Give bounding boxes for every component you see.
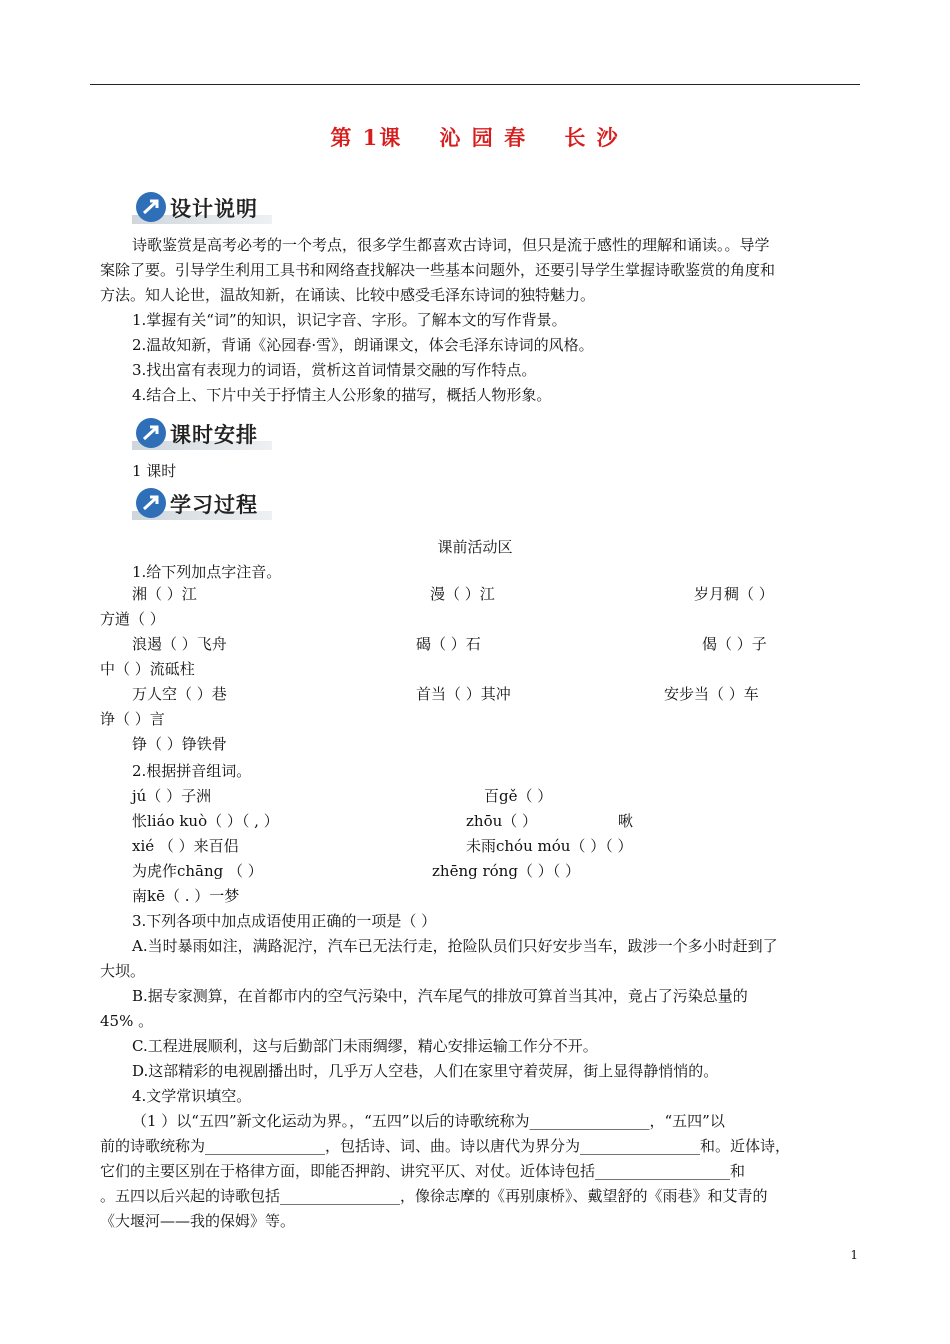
q2-item: zhēng róng（ ）（ ） (432, 862, 580, 880)
q3-prompt: 3.下列各项中加点成语使用正确的一项是（ ） (132, 912, 437, 930)
q1-item: 岁月稠（ ） (694, 585, 774, 603)
design-para-line: 案除了要。引导学生利用工具书和网络查找解决一些基本问题外，还要引导学生掌握诗歌鉴赏的角度和 (100, 261, 776, 279)
q3-option-b: B.据专家测算，在首都市内的空气污染中，汽车尾气的排放可算首当其冲，竟占了污染总量的 (132, 987, 748, 1005)
q3-option-d: D.这部精彩的电视剧播出时，几乎万人空巷，人们在家里守着荧屏，街上显得静悄悄的。 (132, 1062, 719, 1080)
q2-item: 怅liáo kuò（ ）（ , ） (132, 812, 279, 830)
q1-item: 浪遏（ ）飞舟 (132, 635, 227, 653)
design-para-line: 方法。知人论世，温故知新，在诵读、比较中感受毛泽东诗词的独特魅力。 (100, 286, 596, 304)
q2-item: 南kē（ . ）一梦 (132, 887, 240, 905)
q2-prompt: 2.根据拼音组词。 (132, 762, 252, 780)
q1-item: 碣（ ）石 (416, 635, 481, 653)
q1-item: 方遒（ ） (100, 610, 165, 628)
q1-item: 偈（ ）子 (702, 635, 767, 653)
q2-item: 啾 (618, 812, 634, 830)
q3-option-a: A.当时暴雨如注，满路泥泞，汽车已无法行走，抢险队员们只好安步当车，跋涉一个多小时赶到了 (132, 937, 778, 955)
arrow-icon (136, 192, 166, 222)
goal-item: 2.温故知新，背诵《沁园春·雪》，朗诵课文，体会毛泽东诗词的风格。 (132, 336, 594, 354)
q1-item: 安步当（ ）车 (664, 685, 759, 703)
q4-prompt: 4.文学常识填空。 (132, 1087, 252, 1105)
q3-option-c: C.工程进展顺利，这与后勤部门未雨绸缪，精心安排运输工作分不开。 (132, 1037, 598, 1055)
q2-item: xié （ ）来百侣 (132, 837, 239, 855)
section-process-header (132, 486, 272, 520)
section-schedule-header (132, 416, 272, 450)
q2-item: 未雨chóu móu（ ）（ ） (466, 837, 633, 855)
q1-item: 中（ ）流砥柱 (100, 660, 195, 678)
section-title: 课时安排 (170, 423, 258, 447)
q1-item: 万人空（ ）巷 (132, 685, 227, 703)
q1-item: 诤（ ）言 (100, 710, 165, 728)
q1-item: 漫（ ）江 (430, 585, 495, 603)
page-number: 1 (850, 1248, 858, 1262)
q4-line: 它们的主要区别在于格律方面，即能否押韵、讲究平仄、对仗。近体诗包括__________________和 (100, 1162, 746, 1180)
q3-option-a-cont: 大坝。 (100, 962, 146, 980)
q2-item: jú（ ）子洲 (132, 787, 212, 805)
q1-item: 首当（ ）其冲 (416, 685, 511, 703)
section-title: 设计说明 (170, 197, 258, 221)
q2-item: 为虎作chāng （ ） (132, 862, 263, 880)
q4-line: 前的诗歌统称为________________，包括诗、词、曲。诗以唐代为界分为________________和。近体诗， (100, 1137, 791, 1155)
q2-item: zhōu（ ） (466, 812, 538, 830)
lesson-title: 第 1课 沁 园 春 长 沙 (330, 125, 620, 150)
design-para-line: 诗歌鉴赏是高考必考的一个考点，很多学生都喜欢古诗词，但只是流于感性的理解和诵读。。导学 (132, 236, 770, 254)
goal-item: 1.掌握有关“词”的知识，识记字音、字形。了解本文的写作背景。 (132, 311, 567, 329)
q4-line: （1 ）以“五四”新文化运动为界。，“五四”以后的诗歌统称为________________，“五四”以 (132, 1112, 725, 1130)
schedule-text: 1 课时 (132, 462, 177, 480)
arrow-icon (136, 488, 166, 518)
area-title: 课前活动区 (437, 538, 513, 556)
q1-prompt: 1.给下列加点字注音。 (132, 563, 282, 581)
q1-item: 铮（ ）铮铁骨 (132, 735, 227, 753)
section-title: 学习过程 (170, 493, 258, 517)
q4-line: 。五四以后兴起的诗歌包括________________，像徐志摩的《再别康桥》、戴望舒的《雨巷》和艾青的 (100, 1187, 768, 1205)
q4-line: 《大堰河——我的保姆》等。 (100, 1212, 296, 1230)
q3-option-b-cont: 45% 。 (100, 1012, 154, 1030)
q1-item: 湘（ ）江 (132, 585, 197, 603)
goal-item: 3.找出富有表现力的词语，赏析这首词情景交融的写作特点。 (132, 361, 537, 379)
section-design-header (132, 190, 272, 224)
header-rule (90, 84, 860, 85)
goal-item: 4.结合上、下片中关于抒情主人公形象的描写，概括人物形象。 (132, 386, 552, 404)
q2-item: 百gě（ ） (484, 787, 553, 805)
arrow-icon (136, 418, 166, 448)
